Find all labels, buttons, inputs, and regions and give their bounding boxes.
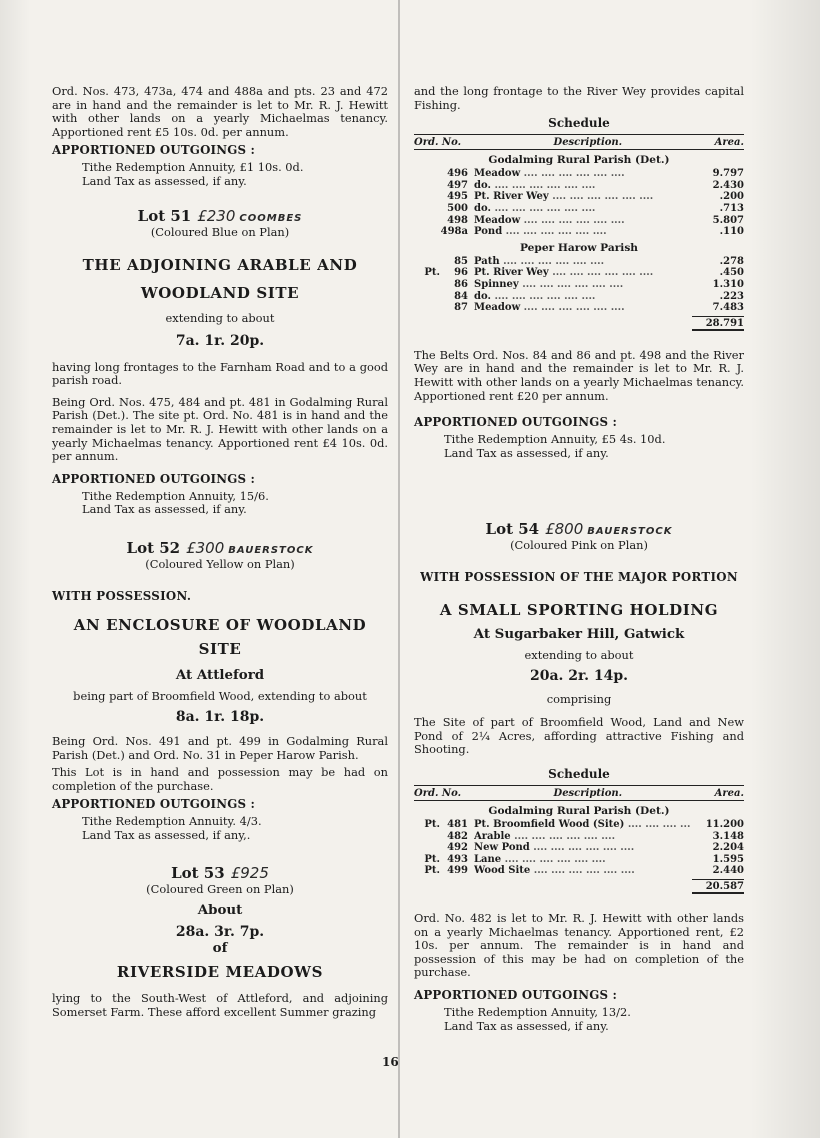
schedule-description: Wood Site ....	[474, 865, 690, 877]
lot-51-heading-line1: THE ADJOINING ARABLE AND	[82, 255, 358, 274]
outgoings-heading: APPORTIONED OUTGOINGS :	[52, 143, 256, 158]
schedule-2-title: Schedule	[548, 767, 610, 782]
outgoings-2-land-tax: Land Tax as assessed, if any.	[444, 1018, 609, 1033]
schedule-area: .110	[719, 226, 744, 238]
schedule-description: Spinney ....	[474, 279, 690, 291]
lot-52-outgoings-heading: APPORTIONED OUTGOINGS :	[52, 797, 256, 812]
schedule-prefix: Pt.	[424, 853, 440, 865]
lot-51-heading-line2: WOODLAND SITE	[140, 283, 300, 302]
schedule-1-total	[414, 316, 744, 331]
schedule-ord-no: 499	[447, 865, 468, 877]
lot-52-location: At Attleford	[175, 666, 265, 683]
schedule-ord-no: 495	[447, 191, 468, 203]
lot-54-heading: A SMALL SPORTING HOLDING	[439, 601, 719, 620]
lot-53-paragraph: lying to the South-West of Attleford, and adjoining Somerset Farm. These afford excellent Summer grazing	[52, 991, 388, 1020]
lot-52-handwritten-price: £300	[186, 538, 225, 557]
lot-52-area: 8a. 1r. 18p.	[175, 708, 265, 725]
lot-53-area: 28a. 3r. 7p.	[175, 924, 265, 941]
lot-53-handwritten-price: £925	[230, 864, 269, 883]
lot-54-title	[414, 520, 744, 538]
outgoings-1-land-tax: Land Tax as assessed, if any.	[444, 445, 609, 460]
schedule-area: 5.807	[712, 214, 744, 226]
page-number: 16	[382, 1055, 399, 1069]
schedule-2-header-ord: Ord. No.	[414, 788, 462, 800]
schedule-prefix	[414, 279, 440, 291]
schedule-prefix	[414, 842, 440, 854]
schedule-area: 11.200	[705, 819, 744, 831]
lot-52-heading-line2: SITE	[198, 639, 242, 658]
schedule-description: Arable ....	[474, 831, 690, 843]
schedule-row	[414, 267, 744, 279]
schedule-prefix	[414, 203, 440, 215]
lot-52-land-tax: Land Tax as assessed, if any,.	[82, 827, 251, 842]
lot-52-paragraph-1: Being Ord. Nos. 491 and pt. 499 in Godalming Rural Parish (Det.) and Ord. No. 31 in Peper Harow Parish.	[52, 733, 388, 762]
schedule-1-header-ord: Ord. No.	[414, 137, 462, 149]
schedule-area: 9.797	[712, 168, 744, 180]
schedule-description: Pond ....	[474, 226, 690, 238]
lot-53-coloured: (Coloured Green on Plan)	[146, 882, 294, 897]
lot-54-extending: extending to about	[524, 648, 634, 663]
schedule-description: Path ....	[474, 256, 690, 268]
schedule-description: do. ....	[474, 180, 690, 192]
schedule-prefix	[414, 831, 440, 843]
schedule-row	[414, 226, 744, 238]
schedule-area: 2.204	[712, 842, 744, 854]
schedule-ord-no: 492	[447, 842, 468, 854]
schedule-description: Pt. River Wey ....	[474, 267, 690, 279]
schedule-row	[414, 215, 744, 227]
lot-52-title	[52, 539, 388, 557]
schedule-ord-no: 84	[454, 290, 468, 302]
lot-51-extending: extending to about	[165, 310, 275, 325]
schedule-prefix: Pt.	[424, 267, 440, 279]
schedule-ord-no: 498a	[440, 226, 468, 238]
schedule-prefix: Pt.	[424, 819, 440, 831]
schedule-row	[414, 854, 744, 866]
lot-53-about: About	[197, 902, 243, 919]
schedule-area: .200	[719, 191, 744, 203]
schedule-area: 1.595	[712, 853, 744, 865]
lot-52-possession: WITH POSSESSION.	[52, 588, 192, 603]
schedule-ord-no: 497	[447, 179, 468, 191]
schedule-ord-no: 498	[447, 214, 468, 226]
schedule-description: Meadow ....	[474, 215, 690, 227]
schedule-2-parish-1: Godalming Rural Parish (Det.)	[488, 805, 670, 818]
outgoings-1-heading: APPORTIONED OUTGOINGS :	[414, 415, 618, 430]
schedule-description: Pt. Broomfield Wood (Site) ....	[474, 819, 690, 831]
lot-54-label: Lot 54	[485, 520, 540, 539]
lot-52-tithe: Tithe Redemption Annuity. 4/3.	[82, 814, 262, 829]
schedule-ord-no: 496	[447, 168, 468, 180]
intro-paragraph: Ord. Nos. 473, 473a, 474 and 488a and pts. 23 and 472 are in hand and the remainder is let to Mr. R. J. Hewitt with other lands on a yearly Michaelmas tenancy. Apportioned rent £5 10s. 0d. per annum.	[52, 84, 388, 139]
lot-54-possession: WITH POSSESSION OF THE MAJOR PORTION	[420, 570, 738, 585]
schedule-row	[414, 191, 744, 203]
lot-52-handwritten-name: BAUERSTOCK	[228, 544, 314, 556]
lot-53-of: of	[212, 940, 228, 957]
schedule-1-total-value: 28.791	[692, 316, 744, 331]
lot-51-label: Lot 51	[137, 206, 192, 225]
lot-51-area: 7a. 1r. 20p.	[175, 332, 265, 349]
schedule-ord-no: 500	[447, 202, 468, 214]
outgoings-1-tithe: Tithe Redemption Annuity, £5 4s. 10d.	[444, 432, 666, 447]
schedule-ord-no: 482	[447, 830, 468, 842]
schedule-ord-no: 96	[454, 267, 468, 279]
schedule-prefix	[414, 191, 440, 203]
schedule-row	[414, 291, 744, 303]
lot-52-heading-line1: AN ENCLOSURE OF WOODLAND	[73, 615, 367, 634]
lot-51-handwritten-name: COOMBES	[239, 212, 303, 224]
schedule-row	[414, 865, 744, 877]
schedule-row	[414, 168, 744, 180]
belts-paragraph: The Belts Ord. Nos. 84 and 86 and pt. 498 and the River Wey are in hand and the remainder is let to Mr. R. J. Hewitt with other lands on a yearly Michaelmas tenancy. Apportioned rent £20 per annum.	[414, 347, 744, 403]
schedule-1-title: Schedule	[548, 116, 610, 131]
schedule-row	[414, 279, 744, 291]
lot-54-comprising: comprising	[546, 692, 612, 707]
schedule-row	[414, 842, 744, 854]
schedule-row	[414, 302, 744, 314]
lot-51-handwritten-price: £230	[197, 206, 236, 225]
schedule-2-total-value: 20.587	[692, 879, 744, 894]
land-tax-line: Land Tax as assessed, if any.	[82, 173, 247, 188]
schedule-prefix	[414, 302, 440, 314]
outgoings-2-tithe: Tithe Redemption Annuity, 13/2.	[444, 1005, 631, 1019]
schedule-prefix	[414, 291, 440, 303]
right-column	[414, 85, 744, 1033]
lot-54-handwritten-price: £800	[545, 520, 584, 539]
lot-51-land-tax: Land Tax as assessed, if any.	[82, 502, 247, 517]
schedule-description: do. ....	[474, 203, 690, 215]
lot-53-title	[52, 864, 388, 882]
schedule-ord-no: 85	[454, 255, 468, 267]
schedule-1-parish-1: Godalming Rural Parish (Det.)	[488, 154, 670, 167]
lot-51-paragraph-2: Being Ord. Nos. 475, 484 and pt. 481 in Godalming Rural Parish (Det.). The site pt. Ord. No. 481 is in hand and the remainder is let to Mr. R. J. Hewitt with other lands on a yearly Michaelmas tenancy. Apportioned rent £4 10s. 0d. per annum.	[52, 394, 388, 464]
lot-54-handwritten-name: BAUERSTOCK	[587, 526, 673, 538]
lot-51-tithe: Tithe Redemption Annuity, 15/6.	[82, 488, 269, 503]
schedule-1-header-area: Area.	[714, 137, 744, 149]
lot-54-location: At Sugarbaker Hill, Gatwick	[473, 626, 685, 643]
lot-51-paragraph-1: having long frontages to the Farnham Road and to a good parish road.	[52, 359, 388, 388]
lot-53-label: Lot 53	[171, 864, 225, 883]
lot-51-outgoings-heading: APPORTIONED OUTGOINGS :	[52, 471, 256, 486]
outgoings-2-heading: APPORTIONED OUTGOINGS :	[414, 988, 618, 1002]
schedule-description: New Pond ....	[474, 842, 690, 854]
lot-54-paragraph: The Site of part of Broomfield Wood, Land and New Pond of 2¼ Acres, affording attractive Fishing and Shooting.	[414, 715, 744, 757]
lot-52-extending: being part of Broomfield Wood, extending to about	[73, 688, 367, 703]
schedule-ord-no: 481	[447, 819, 468, 831]
schedule-ord-no: 87	[454, 302, 468, 314]
lot-54-coloured: (Coloured Pink on Plan)	[510, 538, 648, 553]
schedule-prefix	[414, 215, 440, 227]
schedule-area: 2.430	[712, 179, 744, 191]
schedule-2-total	[414, 879, 744, 894]
schedule-prefix	[414, 226, 440, 238]
schedule-row	[414, 203, 744, 215]
schedule-row	[414, 180, 744, 192]
schedule-area: .278	[719, 255, 744, 267]
schedule-description: Meadow ....	[474, 302, 690, 314]
lot-51-coloured: (Coloured Blue on Plan)	[150, 224, 290, 239]
schedule-area: .223	[719, 290, 744, 302]
schedule-description: Pt. River Wey ....	[474, 191, 690, 203]
schedule-row	[414, 831, 744, 843]
left-column	[52, 85, 388, 1020]
lot-53-heading: RIVERSIDE MEADOWS	[116, 963, 324, 982]
schedule-2-header	[414, 785, 744, 801]
schedule-prefix	[414, 180, 440, 192]
page-left-shadow	[0, 0, 30, 1138]
schedule-area: 1.310	[712, 278, 744, 290]
page-fold-line	[398, 0, 400, 1138]
schedule-row	[414, 256, 744, 268]
lot-51-title	[52, 207, 388, 225]
schedule-ord-no: 86	[454, 278, 468, 290]
lot-52-coloured: (Coloured Yellow on Plan)	[145, 556, 295, 571]
schedule-area: 2.440	[712, 865, 744, 877]
schedule-1-rows-godalming	[414, 168, 744, 238]
schedule-1-header-desc: Description.	[553, 137, 623, 149]
tithe-line: Tithe Redemption Annuity, £1 10s. 0d.	[82, 160, 304, 175]
schedule-description: Meadow ....	[474, 168, 690, 180]
schedule-area: .713	[719, 202, 744, 214]
schedule-prefix	[414, 256, 440, 268]
schedule-prefix	[414, 168, 440, 180]
continuation-paragraph: and the long frontage to the River Wey provides capital Fishing.	[414, 84, 744, 112]
schedule-prefix: Pt.	[424, 865, 440, 877]
lot-52-paragraph-2: This Lot is in hand and possession may be had on completion of the purchase.	[52, 765, 388, 793]
ord-482-paragraph: Ord. No. 482 is let to Mr. R. J. Hewitt with other lands on a yearly Michaelmas tenancy. Apportioned rent, £2 10s. per annum. The remainder is in hand and possession of this may be had on completion of the purchase.	[414, 911, 744, 980]
schedule-ord-no: 493	[447, 853, 468, 865]
page-edge-shadow	[750, 0, 820, 1138]
lot-52-label: Lot 52	[126, 538, 181, 557]
schedule-2-rows	[414, 819, 744, 877]
schedule-area: 3.148	[712, 830, 744, 842]
schedule-1-rows-peper-harow	[414, 256, 744, 314]
schedule-area: 7.483	[712, 302, 744, 314]
schedule-row	[414, 819, 744, 831]
schedule-description: do. ....	[474, 291, 690, 303]
schedule-area: .450	[719, 267, 744, 279]
lot-54-area: 20a. 2r. 14p.	[529, 668, 629, 685]
schedule-2-header-desc: Description.	[553, 788, 623, 800]
schedule-2-header-area: Area.	[714, 788, 744, 800]
schedule-1-header	[414, 134, 744, 150]
schedule-1-parish-2: Peper Harow Parish	[520, 241, 638, 254]
schedule-description: Lane ....	[474, 854, 690, 866]
